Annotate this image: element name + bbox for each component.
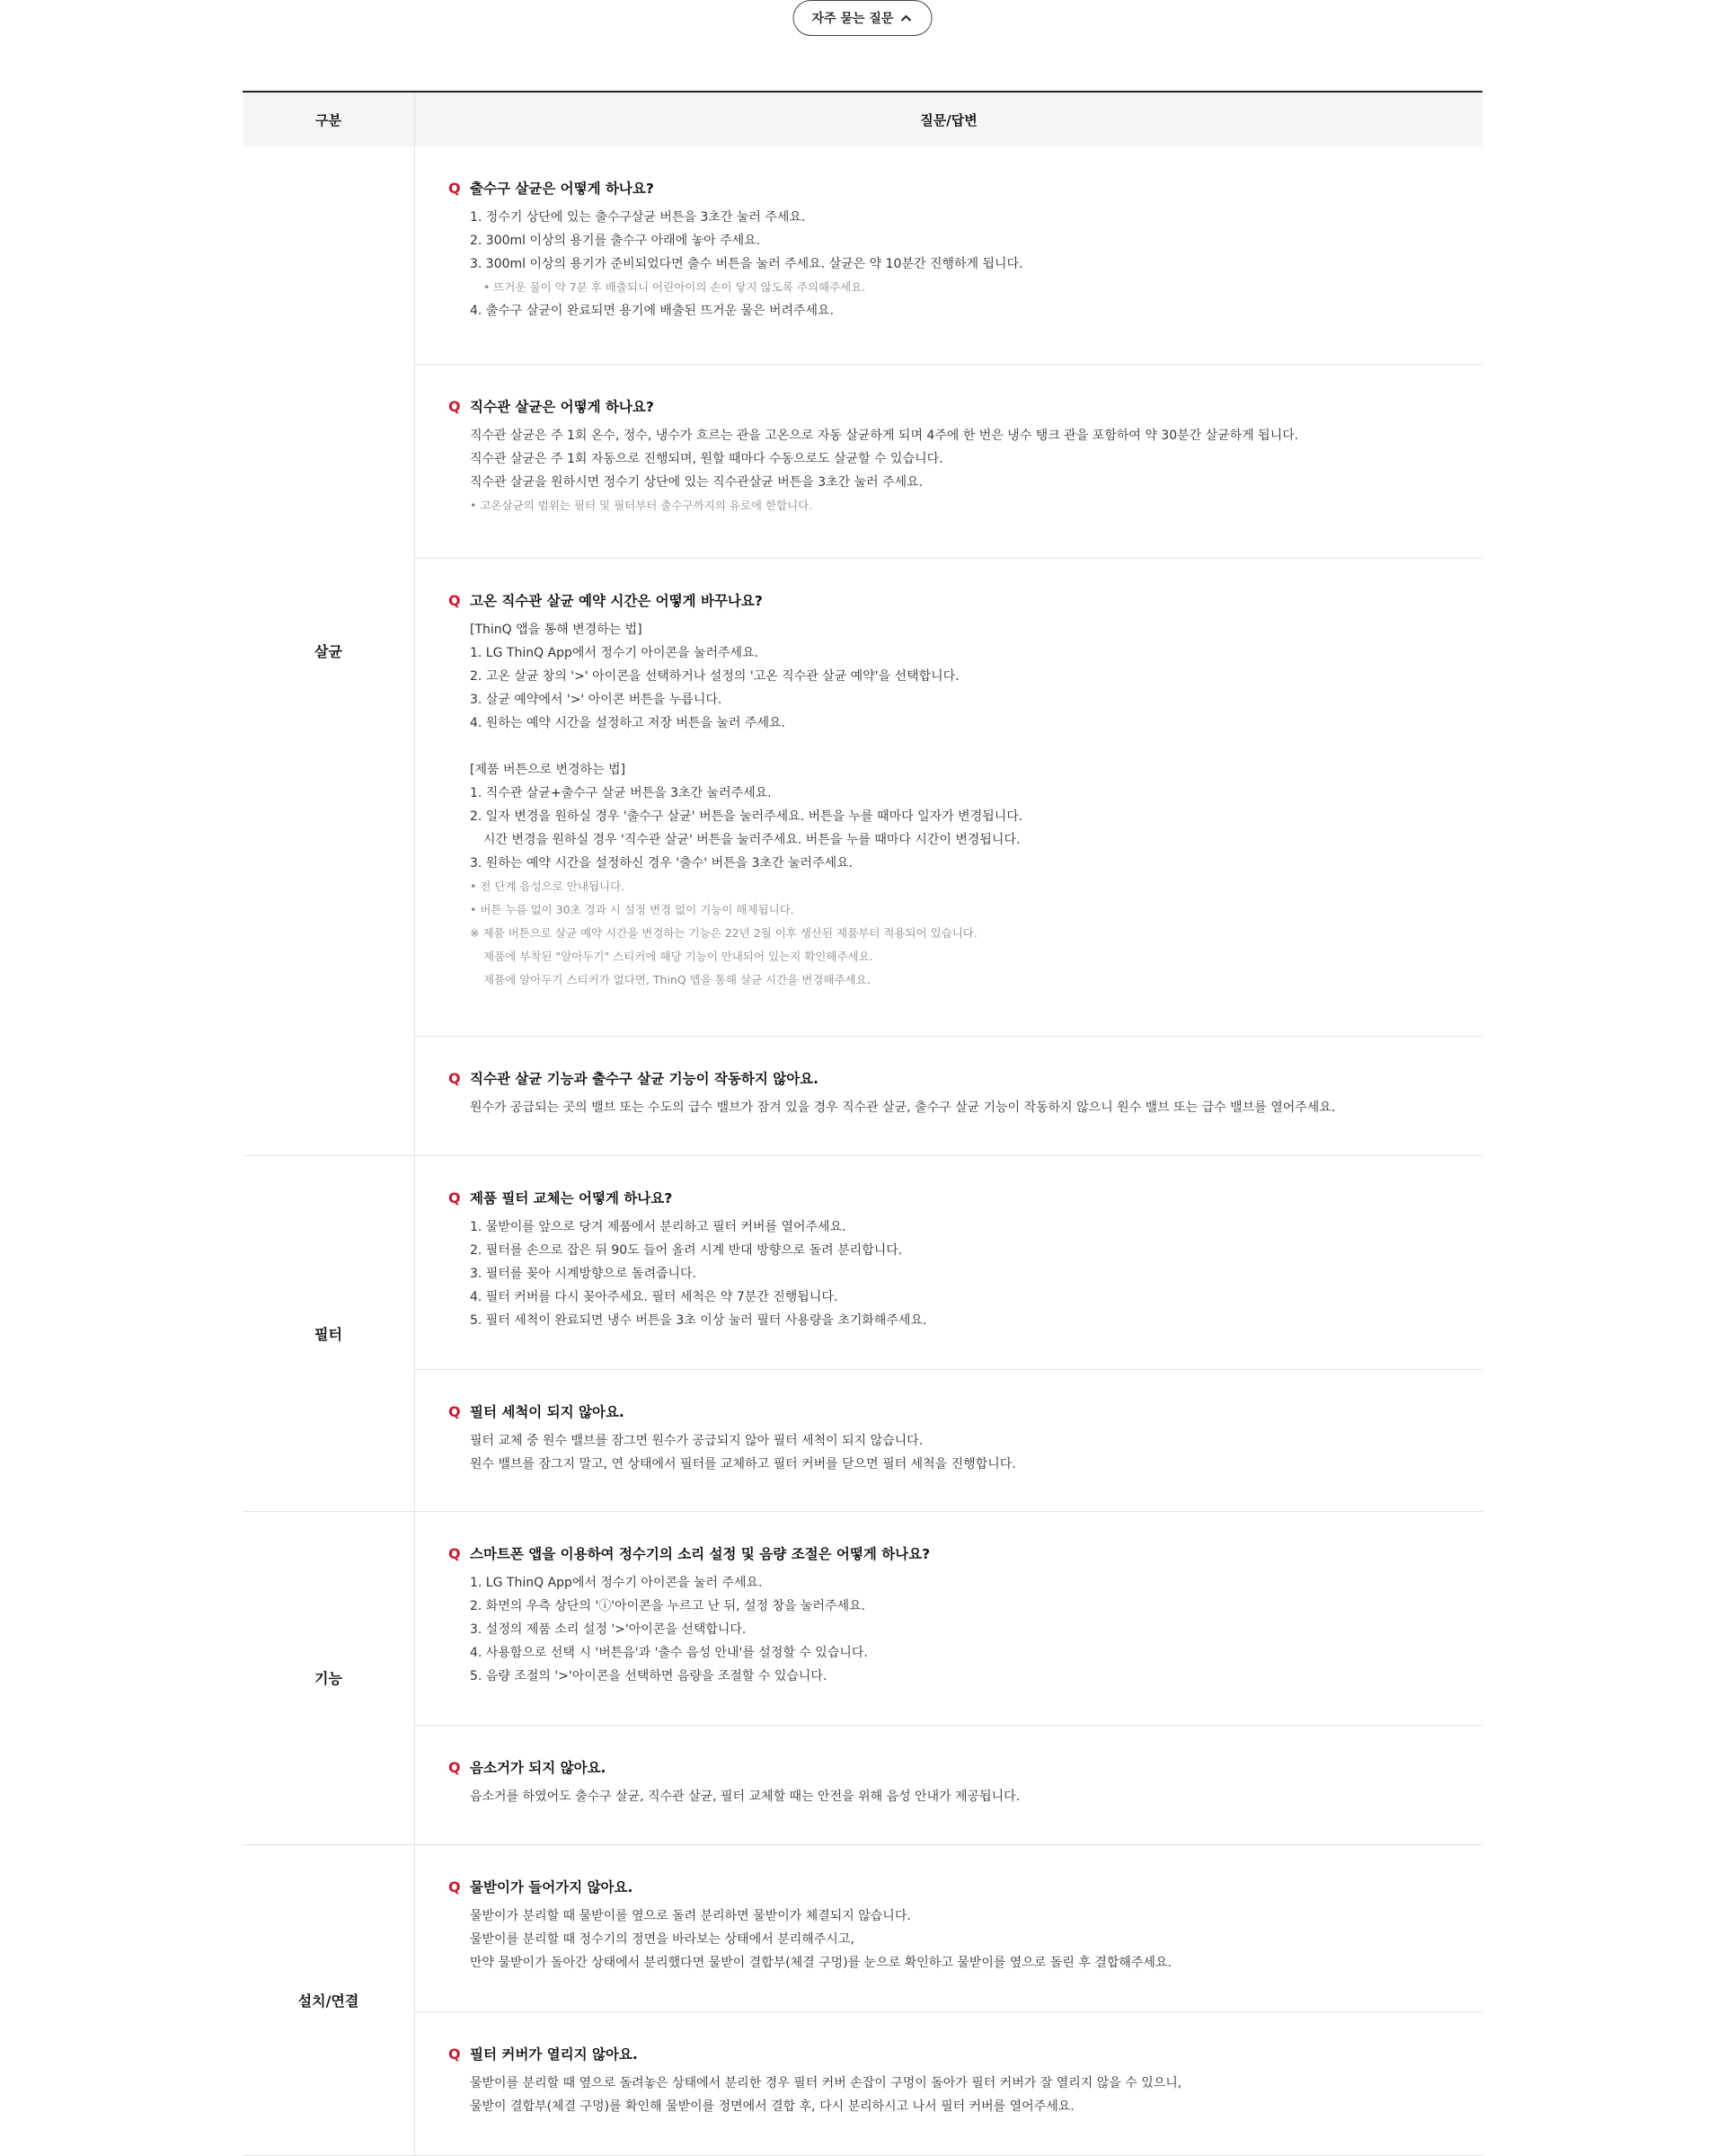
answer-line: 3. 설정의 제품 소리 설정 '>'아이콘을 선택합니다. (470, 1621, 747, 1637)
faq-toggle-label: 자주 묻는 질문 (811, 12, 894, 26)
answer-line: [ThinQ 앱을 통해 변경하는 법] (470, 622, 642, 637)
answer-line: 5. 음량 조절의 '>'아이콘을 선택하면 음량을 조절할 수 있습니다. (470, 1668, 827, 1683)
answer-line: 3. 살균 예약에서 '>' 아이콘 버튼을 누릅니다. (470, 692, 722, 707)
answer-line: 3. 300ml 이상의 용기가 준비되었다면 출수 버튼을 눌러 주세요. 살균은 약 10분간 진행하게 됩니다. (470, 257, 1023, 271)
question-text: 직수관 살균 기능과 출수구 살균 기능이 작동하지 않아요. (470, 1070, 819, 1087)
chevron-up-icon (900, 14, 911, 22)
question[interactable] (448, 1402, 1446, 1422)
answer-line (470, 735, 1446, 758)
question[interactable] (448, 1188, 1446, 1208)
answer-line: 1. 정수기 상단에 있는 출수구살균 버튼을 3초간 눌러 주세요. (470, 210, 806, 225)
answer-line: 4. 원하는 예약 시간을 설정하고 저장 버튼을 눌러 주세요. (470, 715, 785, 730)
faq-row (243, 146, 1482, 364)
qa-cell (415, 558, 1483, 1036)
question-text: 스마트폰 앱을 이용하여 정수기의 소리 설정 및 음량 조절은 어떻게 하나요? (470, 1545, 931, 1562)
answer (448, 1904, 1446, 1975)
answer (448, 1785, 1446, 1808)
answer-line: 5. 필터 세척이 완료되면 냉수 버튼을 3초 이상 눌러 필터 사용량을 초기화해주세요. (470, 1312, 927, 1328)
answer-note: • 고온살균의 범위는 필터 및 필터부터 출수구까지의 유로에 한합니다. (470, 498, 813, 512)
qa-cell (415, 1511, 1483, 1725)
answer-note: • 뜨거운 물이 약 7분 후 배출되니 어린아이의 손이 닿지 않도록 주의해주세요. (483, 280, 866, 294)
faq-row (243, 1036, 1482, 1155)
question-text: 필터 커버가 열리지 않아요. (470, 2046, 638, 2063)
answer-line: 1. LG ThinQ App에서 정수기 아이콘을 눌러 주세요. (470, 1575, 763, 1590)
answer (448, 1571, 1446, 1688)
qa-cell (415, 1844, 1483, 2011)
answer-note: • 전 단계 음성으로 안내됩니다. (470, 879, 625, 893)
faq-row (243, 2011, 1482, 2155)
q-mark: Q (448, 591, 461, 609)
question[interactable] (448, 1544, 1446, 1564)
faq-row (243, 1155, 1482, 1369)
question[interactable] (448, 1758, 1446, 1778)
header-category: 구분 (243, 92, 415, 146)
question[interactable] (448, 397, 1446, 417)
qa-cell (415, 146, 1483, 364)
answer-line: 물받이 결합부(체결 구멍)를 확인해 물받이를 정면에서 결합 후, 다시 분리하시고 나서 필터 커버를 열어주세요. (470, 2099, 1075, 2114)
faq-row (243, 364, 1482, 558)
question-text: 제품 필터 교체는 어떻게 하나요? (470, 1189, 673, 1206)
answer-line: 1. 직수관 살균+출수구 살균 버튼을 3초간 눌러주세요. (470, 785, 772, 800)
answer-line: 1. LG ThinQ App에서 정수기 아이콘을 눌러주세요. (470, 645, 759, 660)
qa-cell (415, 364, 1483, 558)
question[interactable] (448, 1878, 1446, 1897)
faq-body (243, 146, 1482, 2155)
answer-line: 물받이를 분리할 때 옆으로 돌려놓은 상태에서 분리한 경우 필터 커버 손잡이 구멍이 돌아가 필터 커버가 잘 열리지 않을 수 있으니, (470, 2075, 1182, 2090)
question[interactable] (448, 591, 1446, 611)
question[interactable] (448, 2045, 1446, 2064)
answer-line: [제품 버튼으로 변경하는 법] (470, 762, 626, 777)
answer-line: 물받이가 분리할 때 물받이를 옆으로 돌려 분리하면 물받이가 체결되지 않습니다. (470, 1908, 911, 1923)
faq-toggle-area (0, 0, 1725, 91)
answer (448, 424, 1446, 517)
answer-line: 시간 변경을 원하실 경우 '직수관 살균' 버튼을 눌러주세요. 버튼을 누를 때마다 시간이 변경됩니다. (483, 832, 1021, 847)
q-mark: Q (448, 1758, 461, 1776)
faq-header-row (243, 92, 1482, 146)
answer-line: 2. 300ml 이상의 용기를 출수구 아래에 놓아 주세요. (470, 234, 761, 248)
answer-line: 3. 필터를 꽂아 시계방향으로 돌려줍니다. (470, 1266, 696, 1281)
q-mark: Q (448, 1188, 461, 1206)
qa-cell (415, 1155, 1483, 1369)
faq-row (243, 1844, 1482, 2011)
answer-line: 원수가 공급되는 곳의 밸브 또는 수도의 급수 밸브가 잠겨 있을 경우 직수관 살균, 출수구 살균 기능이 작동하지 않으니 원수 밸브 또는 급수 밸브를 열어주세요. (470, 1100, 1336, 1115)
answer-note: ※ 제품 버튼으로 살균 예약 시간을 변경하는 기능은 22년 2월 이후 생산된 제품부터 적용되어 있습니다. (470, 925, 978, 940)
answer-line: 2. 일자 변경을 원하실 경우 '출수구 살균' 버튼을 눌러주세요. 버튼을 누를 때마다 일자가 변경됩니다. (470, 808, 1023, 824)
question-text: 필터 세척이 되지 않아요. (470, 1403, 624, 1420)
qa-cell (415, 1725, 1483, 1844)
faq-toggle-button[interactable] (793, 0, 933, 36)
answer-line: 직수관 살균은 주 1회 온수, 정수, 냉수가 흐르는 관을 고온으로 자동 살균하게 되며 4주에 한 번은 냉수 탱크 관을 포함하여 약 30분간 살균하게 됩니다. (470, 428, 1299, 443)
faq-row (243, 1369, 1482, 1511)
q-mark: Q (448, 1544, 461, 1562)
faq-table (243, 91, 1482, 2156)
faq-row (243, 1511, 1482, 1725)
qa-cell (415, 2011, 1483, 2155)
question-text: 음소거가 되지 않아요. (470, 1759, 606, 1776)
q-mark: Q (448, 1402, 461, 1420)
answer-line: 물받이를 분리할 때 정수기의 정면을 바라보는 상태에서 분리해주시고, (470, 1931, 854, 1947)
category-cell: 설치/연결 (243, 1844, 415, 2155)
answer-line: 음소거를 하였어도 출수구 살균, 직수관 살균, 필터 교체할 때는 안전을 위해 음성 안내가 제공됩니다. (470, 1789, 1021, 1804)
answer-line: 2. 고온 살균 창의 '>' 아이콘을 선택하거나 설정의 '고온 직수관 살균 예약'을 선택합니다. (470, 668, 960, 684)
header-qa: 질문/답변 (415, 92, 1483, 146)
answer-line: 원수 밸브를 잠그지 말고, 연 상태에서 필터를 교체하고 필터 커버를 닫으면 필터 세척을 진행합니다. (470, 1456, 1016, 1471)
answer-note: 제품에 알아두기 스티커가 없다면, ThinQ 앱을 통해 살균 시간을 변경해주세요. (483, 972, 871, 986)
answer-line: 4. 출수구 살균이 완료되면 용기에 배출된 뜨거운 물은 버려주세요. (470, 304, 835, 318)
answer (448, 2072, 1446, 2118)
answer-line: 2. 화면의 우측 상단의 'ⓘ'아이콘을 누르고 난 뒤, 설정 창을 눌러주세요. (470, 1598, 866, 1613)
faq-row (243, 558, 1482, 1036)
answer-line: 직수관 살균은 주 1회 자동으로 진행되며, 원할 때마다 수동으로도 살균할 수 있습니다. (470, 451, 943, 466)
answer-line: 필터 교체 중 원수 밸브를 잠그면 원수가 공급되지 않아 필터 세척이 되지 않습니다. (470, 1433, 924, 1448)
category-cell: 기능 (243, 1511, 415, 1844)
answer-line: 4. 필터 커버를 다시 꽂아주세요. 필터 세척은 약 7분간 진행됩니다. (470, 1289, 838, 1304)
answer (448, 206, 1446, 323)
qa-cell (415, 1036, 1483, 1155)
answer-line: 직수관 살균을 원하시면 정수기 상단에 있는 직수관살균 버튼을 3초간 눌러 주세요. (470, 474, 924, 490)
answer-line: 4. 사용함으로 선택 시 '버튼음'과 '출수 음성 안내'를 설정할 수 있습니다. (470, 1645, 868, 1660)
q-mark: Q (448, 1878, 461, 1895)
faq-row (243, 1725, 1482, 1844)
answer (448, 1429, 1446, 1476)
category-cell: 살균 (243, 146, 415, 1155)
question[interactable] (448, 1069, 1446, 1089)
q-mark: Q (448, 180, 461, 197)
q-mark: Q (448, 2045, 461, 2063)
question[interactable] (448, 179, 1446, 199)
question-text: 물받이가 들어가지 않아요. (470, 1878, 633, 1895)
category-cell: 필터 (243, 1155, 415, 1511)
question-text: 출수구 살균은 어떻게 하나요? (470, 181, 654, 197)
answer-line: 3. 원하는 예약 시간을 설정하신 경우 '출수' 버튼을 3초간 눌러주세요. (470, 855, 854, 870)
answer-note: 제품에 부착된 "알아두기" 스티커에 해당 기능이 안내되어 있는지 확인해주세요. (483, 949, 873, 963)
answer-line: 만약 물받이가 돌아간 상태에서 분리했다면 물받이 결합부(체결 구멍)를 눈으로 확인하고 물받이를 옆으로 돌린 후 결합해주세요. (470, 1955, 1172, 1970)
answer-line: 2. 필터를 손으로 잡은 뒤 90도 들어 올려 시계 반대 방향으로 돌려 분리합니다. (470, 1242, 903, 1258)
answer (448, 1096, 1446, 1119)
q-mark: Q (448, 397, 461, 415)
qa-cell (415, 1369, 1483, 1511)
q-mark: Q (448, 1069, 461, 1087)
answer-line: 1. 물받이를 앞으로 당겨 제품에서 분리하고 필터 커버를 열어주세요. (470, 1219, 846, 1234)
answer (448, 1215, 1446, 1332)
answer (448, 618, 1446, 992)
answer-note: • 버튼 누름 없이 30초 경과 시 설정 변경 없이 기능이 해제됩니다. (470, 902, 794, 916)
question-text: 고온 직수관 살균 예약 시간은 어떻게 바꾸나요? (470, 592, 763, 609)
question-text: 직수관 살균은 어떻게 하나요? (470, 398, 654, 415)
